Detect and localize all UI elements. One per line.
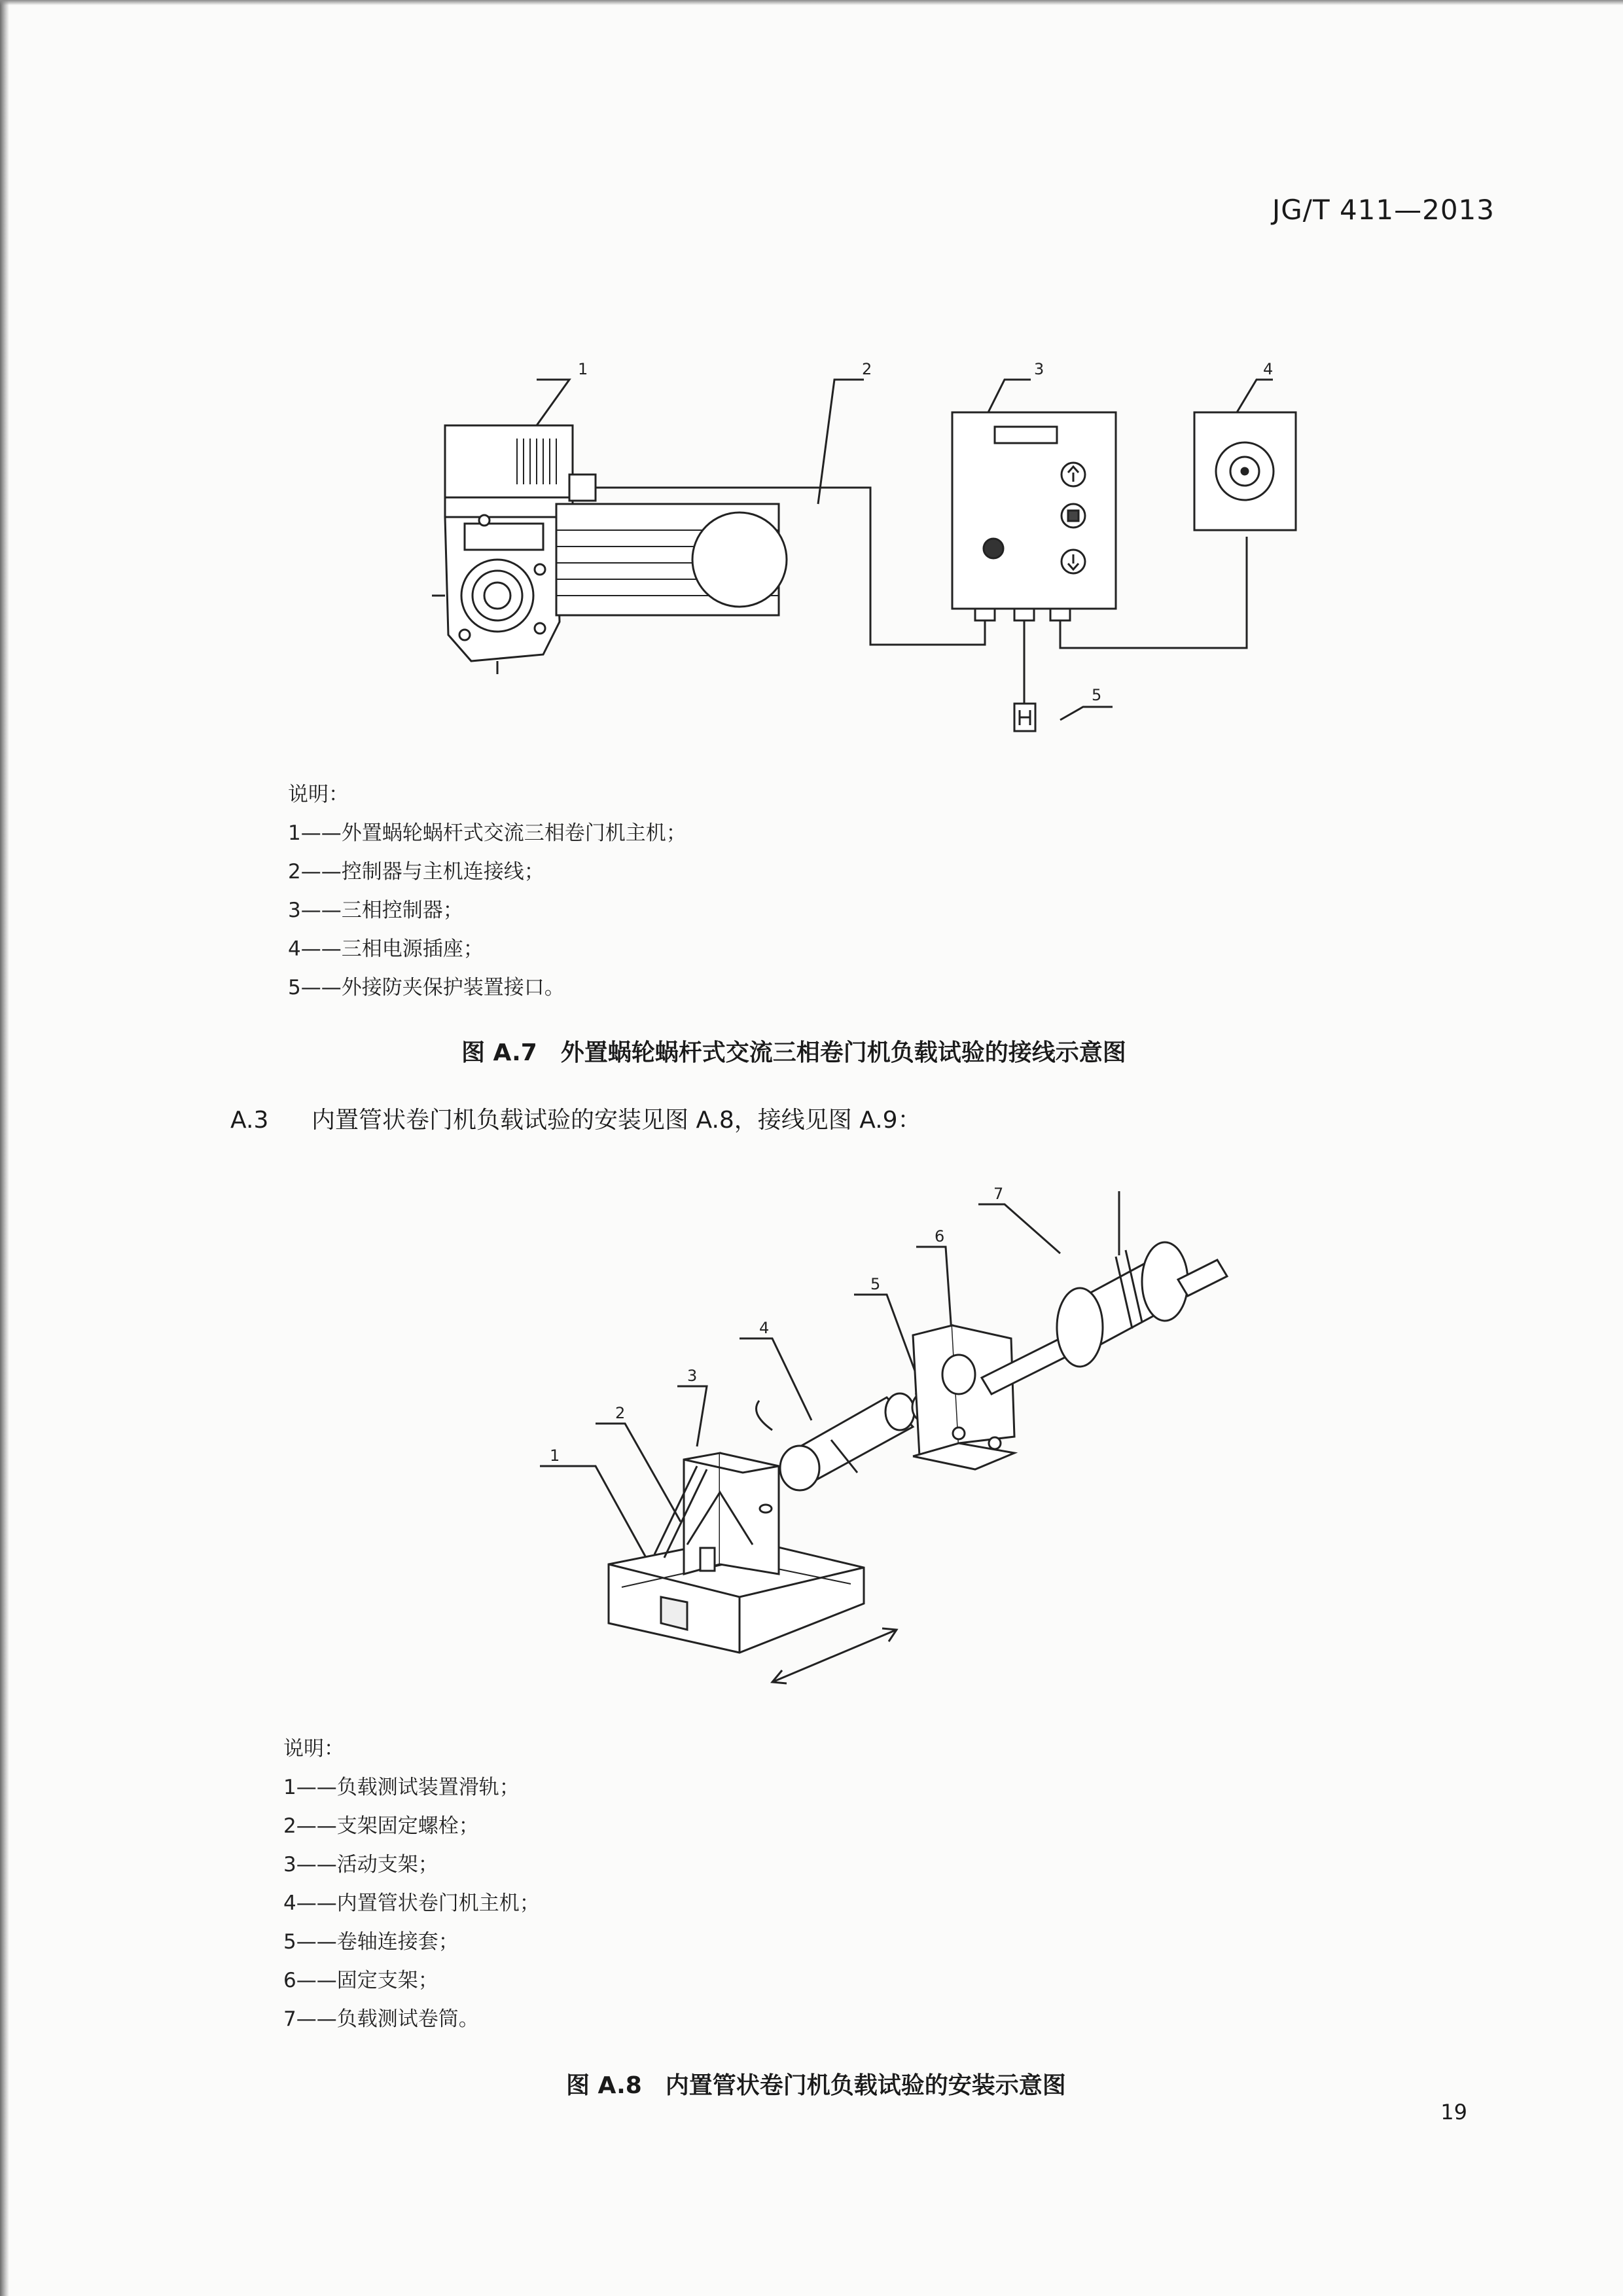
callout-1: 1 [578, 360, 588, 378]
legend-item: 4——内置管状卷门机主机； [283, 1892, 540, 1915]
caption-text: 外置蜗轮蜗杆式交流三相卷门机负载试验的接线示意图 [560, 1039, 1126, 1066]
callout-3: 3 [1034, 360, 1044, 378]
legend-item: 3——三相控制器； [288, 899, 463, 922]
figure-a8-caption [566, 2067, 1066, 2100]
document-code: JG/T 411—2013 [1272, 194, 1495, 226]
legend-title: 说明： [288, 783, 349, 806]
legend-item: 1——外置蜗轮蜗杆式交流三相卷门机主机； [288, 821, 687, 845]
callout-2: 2 [862, 360, 872, 378]
callout-3: 3 [687, 1367, 698, 1385]
legend-item: 6——固定支架； [283, 1969, 438, 1992]
caption-text: 内置管状卷门机负载试验的安装示意图 [665, 2072, 1066, 2099]
three-phase-controller [952, 412, 1116, 620]
callout-5: 5 [1092, 686, 1102, 704]
section-number: A.3 [230, 1107, 269, 1134]
socket-icon [1194, 412, 1296, 530]
legend-item: 4——三相电源插座； [288, 937, 484, 961]
page-number: 19 [1440, 2100, 1467, 2125]
figure-a7-wiring-diagram [419, 353, 1322, 759]
legend-item: 5——卷轴连接套； [283, 1930, 459, 1954]
scan-edge-left [0, 0, 9, 2296]
down-arrow-icon [1061, 550, 1085, 573]
caption-label: 图 A.8 [566, 2072, 642, 2099]
section-a3 [230, 1102, 921, 1135]
callout-7: 7 [993, 1185, 1004, 1203]
legend-title: 说明： [283, 1737, 344, 1761]
callout-6: 6 [935, 1227, 945, 1246]
gear-motor [432, 425, 787, 674]
callout-5: 5 [870, 1275, 881, 1293]
figure-a7-caption [461, 1034, 1126, 1067]
callout-4: 4 [759, 1319, 770, 1337]
legend-item: 5——外接防夹保护装置接口。 [288, 976, 565, 999]
caption-label: 图 A.7 [461, 1039, 537, 1066]
callout-2: 2 [615, 1404, 626, 1422]
callout-1: 1 [550, 1446, 560, 1465]
stop-icon [1061, 504, 1085, 528]
section-text: 内置管状卷门机负载试验的安装见图 A.8，接线见图 A.9： [312, 1107, 921, 1134]
legend-item: 2——支架固定螺栓； [283, 1814, 479, 1838]
legend-item: 7——负载测试卷筒。 [283, 2007, 479, 2031]
figure-a8-legend [283, 1730, 540, 2039]
figure-a8-installation-diagram [524, 1178, 1243, 1715]
up-arrow-icon [1061, 463, 1085, 486]
scan-edge-top [0, 0, 1623, 5]
connector-icon [1014, 704, 1035, 731]
legend-item: 1——负载测试装置滑轨； [283, 1776, 520, 1799]
indicator-lamp-icon [984, 539, 1003, 558]
figure-a7-legend [288, 776, 687, 1007]
legend-item: 3——活动支架； [283, 1853, 438, 1876]
callout-4: 4 [1263, 360, 1274, 378]
legend-item: 2——控制器与主机连接线； [288, 860, 544, 884]
